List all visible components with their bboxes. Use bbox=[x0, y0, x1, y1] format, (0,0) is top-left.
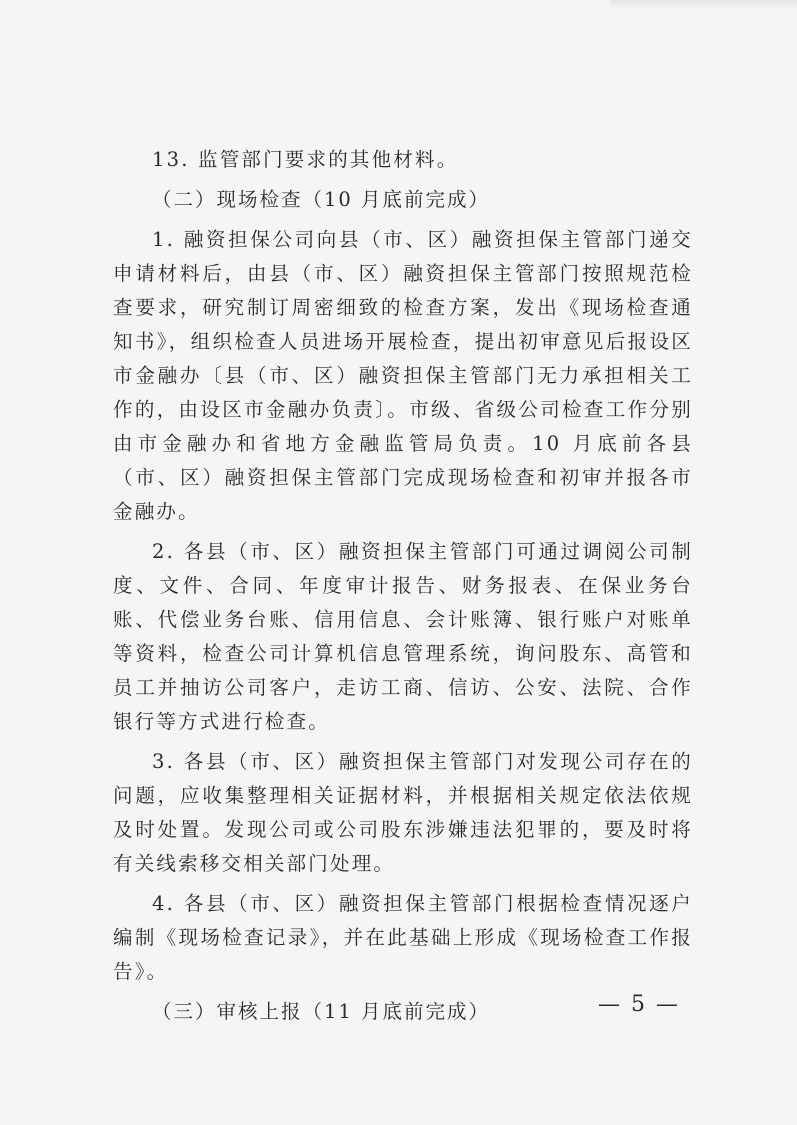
paragraph-2: 2. 各县（市、区）融资担保主管部门可通过调阅公司制度、文件、合同、年度审计报告、财务报表、在保业务台账、代偿业务台账、信用信息、会计账簿、银行账户对账单等资料，检查公司计算机信息管理系统，询问股东、高管和员工并抽访公司客户，走访工商、信访、公安、法院、合作银行等方式进行检查。 bbox=[113, 540, 693, 733]
paragraph-3: 3. 各县（市、区）融资担保主管部门对发现公司存在的问题，应收集整理相关证据材料，并根据相关规定依法依规及时处置。发现公司或公司股东涉嫌违法犯罪的，要及时将有关线索移交相关部门处理。 bbox=[113, 750, 693, 875]
scan-edge-shadow bbox=[610, 0, 797, 10]
section-2-heading: （二）现场检查（10 月底前完成） bbox=[152, 188, 491, 211]
document-body bbox=[113, 143, 693, 1029]
page-number: — 5 — bbox=[598, 992, 680, 1017]
paragraph-1: 1. 融资担保公司向县（市、区）融资担保主管部门递交申请材料后，由县（市、区）融资担保主管部门按照规范检查要求，研究制订周密细致的检查方案，发出《现场检查通知书》，组织检查人员进场开展检查，提出初审意见后报设区市金融办〔县（市、区）融资担保主管部门无力承担相关工作的，由设区市金融办负责〕。市级、省级公司检查工作分别由市金融办和省地方金融监管局负责。10 月底前各县（市、区）融资担保主管部门完成现场检查和初审并报各市金融办。 bbox=[113, 228, 693, 523]
paragraph-4: 4. 各县（市、区）融资担保主管部门根据检查情况逐户编制《现场检查记录》，并在此基础上形成《现场检查工作报告》。 bbox=[113, 892, 693, 983]
item-13: 13. 监管部门要求的其他材料。 bbox=[152, 148, 459, 171]
section-3-heading: （三）审核上报（11 月底前完成） bbox=[152, 1000, 491, 1023]
